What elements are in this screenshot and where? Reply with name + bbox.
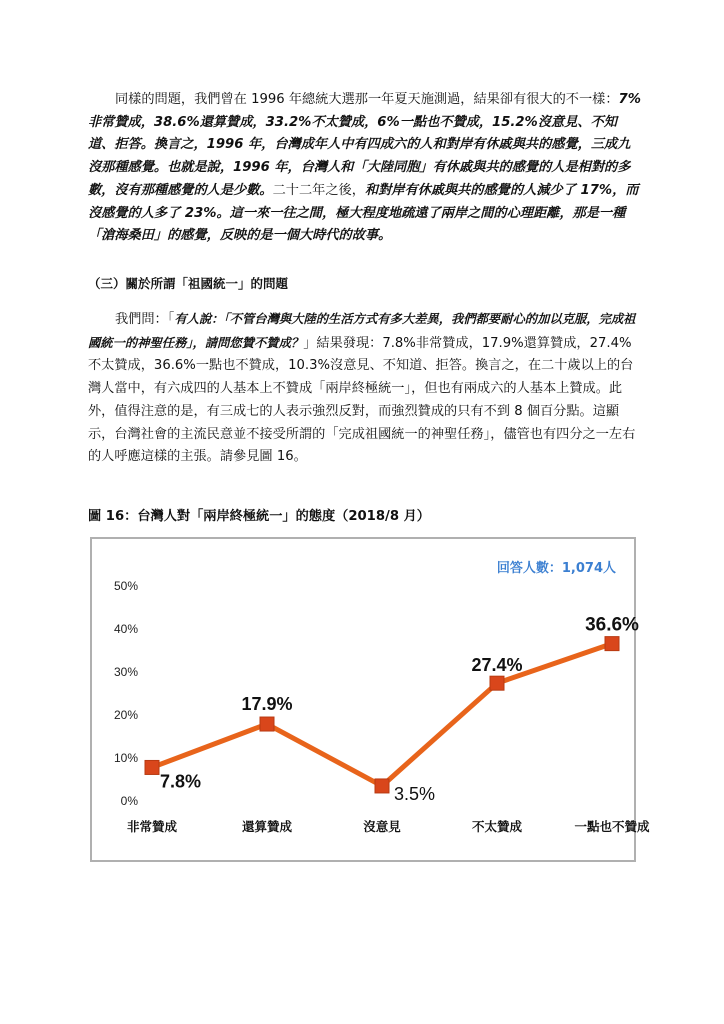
p1-emphasis-d: 和對岸有休戚與共的感覺的人減少了 17%，而沒感覺的人多了 23%。這一來一往之間，極大程度地疏遠了兩岸之間的心理距離，那是一種「滄海桑田」的感覺，反映的是一個大時代的故事。 <box>88 182 639 244</box>
figure-caption: 圖 16：台灣人對「兩岸終極統一」的態度（2018/8 月） <box>88 509 430 524</box>
x-tick-label: 非常贊成 <box>126 819 178 834</box>
paragraph-unification-question <box>88 308 642 469</box>
data-point-marker <box>260 717 274 731</box>
data-label: 17.9% <box>241 694 293 715</box>
y-tick-label: 0% <box>120 794 138 808</box>
x-tick-label: 還算贊成 <box>241 819 293 834</box>
p1-text-a: 同樣的問題，我們曾在 1996 年總統大選那一年夏天施測過，結果卻有很大的不一樣： <box>115 92 619 107</box>
data-label: 27.4% <box>471 655 523 676</box>
data-point-marker <box>605 637 619 651</box>
p2-lead: 我們問：「 <box>115 312 175 327</box>
y-tick-label: 10% <box>113 751 138 765</box>
y-tick-label: 20% <box>113 708 138 722</box>
respondents-count: 回答人數：1,074人 <box>496 561 616 576</box>
paragraph-1948-vs-1996 <box>88 89 642 248</box>
p2-rest: 」結果發現：7.8%非常贊成，17.9%還算贊成，27.4%不太贊成，36.6%一點也不贊成，10.3%沒意見、不知道、拒答。換言之，在二十歲以上的台灣人當中，有六成四的人基本上不贊成「兩岸終極統一」，但也有兩成六的人基本上贊成。此外，值得注意的是，有三成七的人表示強烈反對，而強烈贊成的只有不到 8 個百分點。這顯示，台灣社會的主流民意並不接受所謂的「完成祖國統一的神聖任務」，儘管也有四分之一左右的人呼應這樣的主張。請參見圖 16。 <box>88 335 636 465</box>
y-tick-label: 40% <box>113 622 138 636</box>
x-tick-label: 沒意見 <box>363 819 401 834</box>
data-point-marker <box>145 760 159 774</box>
data-point-marker <box>375 779 389 793</box>
y-tick-label: 30% <box>113 665 138 679</box>
x-tick-label: 一點也不贊成 <box>574 819 650 834</box>
p1-text-c: 二十二年之後， <box>272 182 365 198</box>
data-label: 7.8% <box>160 771 202 792</box>
data-label: 36.6% <box>585 614 639 636</box>
section-heading: （三）關於所謂「祖國統一」的問題 <box>88 276 289 291</box>
p2-survey-quote: 有人說：「不管台灣與大陸的生活方式有多大差異，我們都要耐心的加以克服，完成祖國統一的神聖任務」，請問您贊不贊成？ <box>88 311 636 350</box>
y-tick-label: 50% <box>113 579 138 593</box>
series-line <box>152 644 612 786</box>
x-tick-label: 不太贊成 <box>471 819 523 834</box>
p1-emphasis-b: 7%非常贊成，38.6%還算贊成，33.2%不太贊成，6%一點也不贊成，15.2%沒意見、不知道、拒答。換言之，1996 年，台灣成年人中有四成六的人和對岸有休戚與共的感覺，三成九沒那種感覺。也就是說，1996 年，台灣人和「大陸同胞」有休戚與共的感覺的人是相對的多數，沒有那種感覺的人是少數。 <box>88 92 641 198</box>
data-point-marker <box>490 676 504 690</box>
chart-frame <box>90 537 650 862</box>
line-chart <box>92 539 650 860</box>
data-label: 3.5% <box>394 783 436 804</box>
